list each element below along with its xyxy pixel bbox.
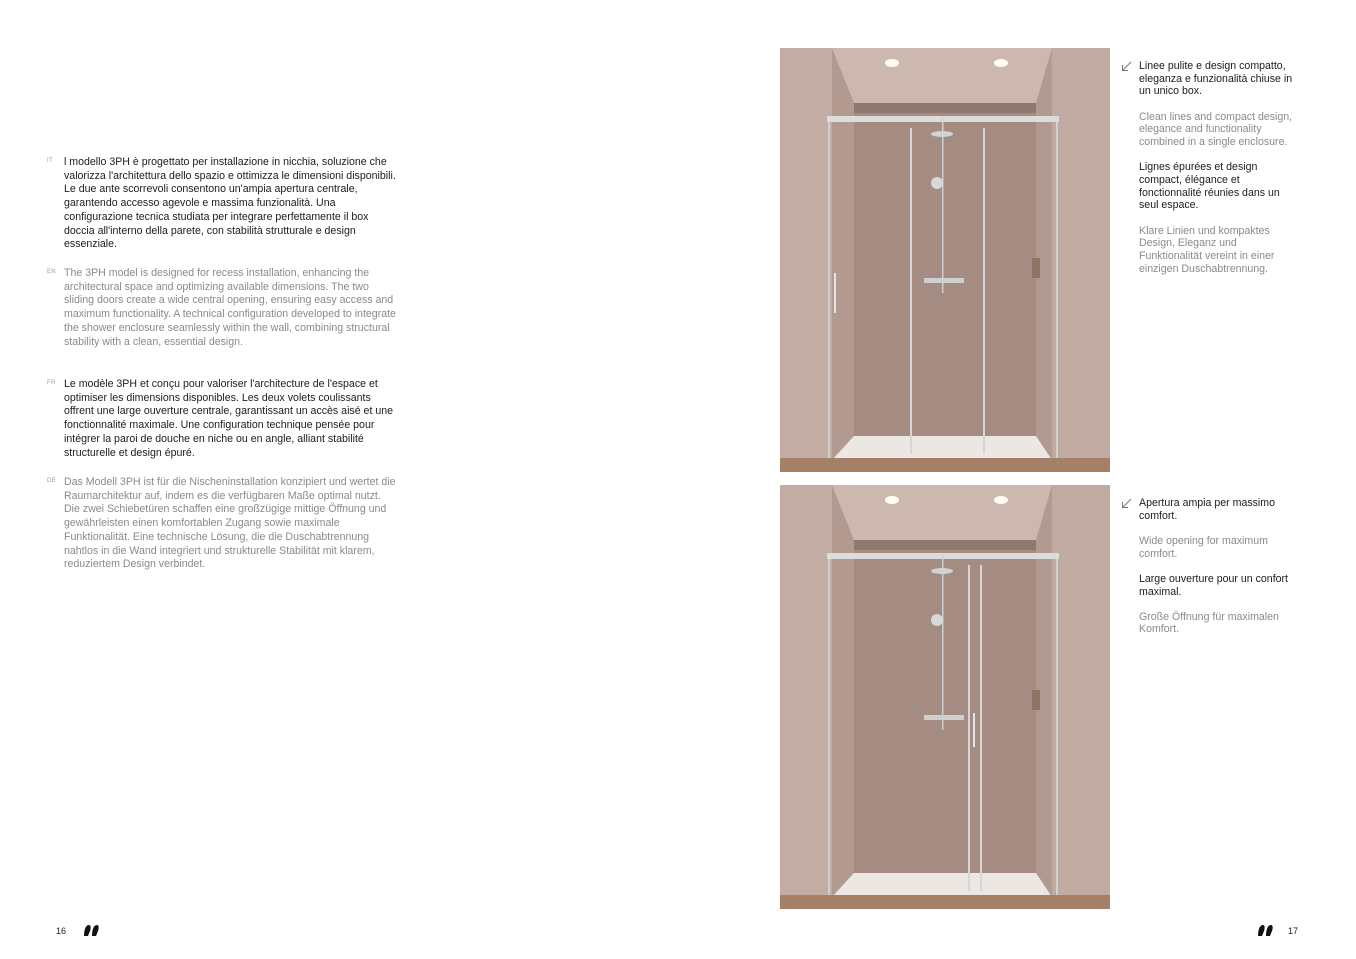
brand-logo-icon (83, 924, 99, 937)
page-number-right: 17 (1288, 926, 1299, 936)
arrow-down-left-icon (1121, 498, 1132, 509)
paragraph-de: Das Modell 3PH ist für die Nischeninstallation konzipiert und wertet die Raumarchitektur auf, indem es die verfügbaren Maße optimal nutzt. Die zwei Schiebetüren schaffen eine großzügige mittige Öffnung und gewährleisten einen komfortablen Zugang sowie maximale Funktionalität. Eine technische Lösung, die die Duschabtrennung nahtlos in die Wand integriert und strukturelle Stabilität mit klarem, reduziertem Design verbindet. (64, 476, 396, 571)
caption-open-it: Apertura ampia per massimo comfort. (1139, 497, 1276, 522)
text-block-de (47, 476, 399, 572)
caption-closed-en: Clean lines and compact design, elegance and functionality combined in a single enclosure. (1139, 110, 1293, 149)
brand-logo-icon (1257, 924, 1273, 937)
paragraph-fr: Le modèle 3PH et conçu pour valoriser l'architecture de l'espace et optimiser les dimensions disponibles. Les deux volets coulissants offrent une large ouverture centrale, garantissant un accès aisé et une fonctionnalité maximale. Une configuration technique pensée pour intégrer la paroi de douche en niche ou en angle, alliant stabilité structurelle et design épuré. (64, 378, 394, 459)
paragraph-en: The 3PH model is designed for recess installation, enhancing the architectural space and optimizing available dimensions. The two sliding doors create a wide central opening, ensuring easy access and maximum functionality. A technical configuration developed to integrate the shower enclosure seamlessly within the wall, combining structural stability with a clean, essential design. (64, 267, 396, 348)
text-block-fr (47, 378, 399, 460)
caption-closed-de: Klare Linien und kompaktes Design, Eleganz und Funktionalität vereint in einer einzigen Duschabtrennung. (1139, 224, 1275, 275)
caption-open-fr: Large ouverture pour un confort maximal. (1139, 572, 1288, 598)
caption-open (1121, 497, 1301, 636)
shower-photo-open (780, 485, 1110, 909)
lang-code-de: DE (47, 478, 56, 484)
shower-illustration-open (780, 485, 1110, 909)
caption-closed-fr: Lignes épurées et design compact, élégance et fonctionnalité réunies dans un seul espace. (1139, 161, 1280, 212)
lang-code-it: IT (47, 158, 53, 164)
page-number-left: 16 (56, 926, 67, 936)
caption-open-en: Wide opening for maximum comfort. (1139, 534, 1268, 560)
lang-code-fr: FR (47, 380, 56, 386)
paragraph-it: l modello 3PH è progettato per installazione in nicchia, soluzione che valorizza l'architettura dello spazio e ottimizza le dimensioni disponibili. Le due ante scorrevoli consentono un'ampia apertura centrale, garantendo accesso agevole e massima funzionalità. Una configurazione tecnica studiata per integrare perfettamente il box doccia all'interno della parete, con stabilità strutturale e design essenziale. (64, 156, 396, 251)
lang-code-en: EN (47, 269, 56, 275)
caption-open-de: Große Öffnung für maximalen Komfort. (1139, 610, 1279, 636)
caption-closed (1121, 60, 1301, 275)
right-page (678, 0, 1356, 959)
caption-closed-it: Linee pulite e design compatto, eleganza e funzionalità chiuse in un unico box. (1139, 60, 1293, 98)
text-block-it (47, 156, 399, 252)
shower-illustration-closed (780, 48, 1110, 472)
text-block-en (47, 267, 399, 349)
arrow-down-left-icon (1121, 61, 1132, 72)
shower-photo-closed (780, 48, 1110, 472)
